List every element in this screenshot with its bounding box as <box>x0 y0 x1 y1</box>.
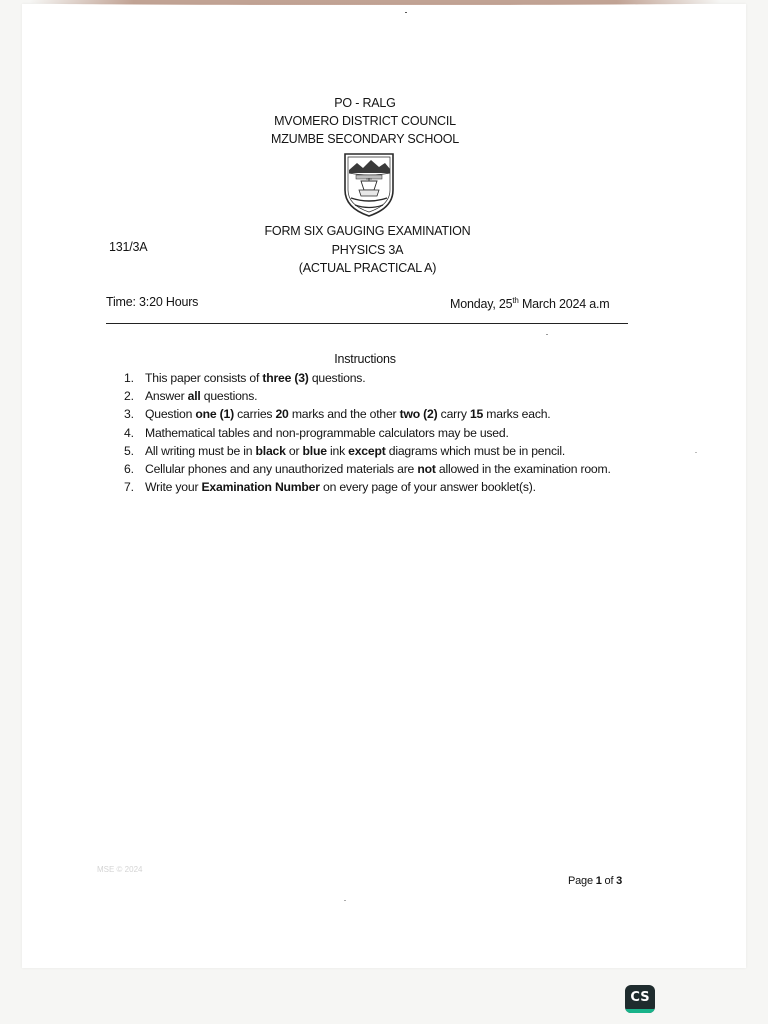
instruction-text <box>145 442 624 460</box>
instructions-list <box>124 369 624 496</box>
instruction-number: 7. <box>124 480 134 495</box>
page-prefix: Page <box>568 875 596 887</box>
instruction-text <box>145 405 624 423</box>
instruction-number: 5. <box>124 443 134 458</box>
instruction-segment: or <box>285 443 303 458</box>
instruction-item <box>124 442 624 460</box>
instruction-segment: allowed in the examination room. <box>435 462 611 477</box>
instruction-number: 6. <box>124 462 134 477</box>
paper-code: 131/3A <box>109 240 148 254</box>
exam-duration: Time: 3:20 Hours <box>106 295 199 309</box>
page-top-edge <box>30 0 720 5</box>
instruction-text <box>145 369 624 387</box>
instruction-emphasis: two (2) <box>399 407 438 422</box>
instruction-emphasis: black <box>255 443 286 458</box>
instruction-segment: questions. <box>200 389 258 404</box>
exam-paper: (ACTUAL PRACTICAL A) <box>298 261 437 275</box>
instruction-segment: diagrams which must be in pencil. <box>385 443 566 458</box>
instruction-number: 2. <box>124 389 134 404</box>
page-total: 3 <box>616 875 623 887</box>
instruction-emphasis: except <box>348 443 386 458</box>
exam-title: FORM SIX GAUGING EXAMINATION <box>264 224 471 238</box>
exam-date-rest: March 2024 a.m <box>518 297 610 311</box>
instruction-item <box>124 478 624 496</box>
instruction-item <box>124 405 624 423</box>
page-current: 1 <box>595 875 602 887</box>
authority-name: PO - RALG <box>334 96 396 110</box>
instruction-emphasis: Examination Number <box>201 480 320 495</box>
faint-watermark: MSE © 2024 <box>97 865 143 874</box>
instruction-segment: on every page of your answer booklet(s). <box>319 480 536 495</box>
instruction-segment: carries <box>233 407 276 422</box>
instruction-text <box>145 478 624 496</box>
header-block <box>220 94 510 148</box>
instruction-number: 4. <box>124 425 134 440</box>
instruction-text <box>145 424 624 442</box>
instruction-segment: marks each. <box>483 407 551 422</box>
scan-speck <box>546 334 548 335</box>
instruction-emphasis: all <box>187 389 201 404</box>
instruction-segment: questions. <box>308 371 366 385</box>
instructions-title: Instructions <box>334 352 396 366</box>
scanner-app-badge[interactable]: CS <box>625 985 655 1013</box>
instruction-emphasis: 15 <box>469 407 484 422</box>
exam-date-suffix: th <box>512 296 519 305</box>
page-number <box>568 875 622 887</box>
instruction-segment: ink <box>326 443 349 458</box>
scan-speck <box>695 452 697 453</box>
instruction-emphasis: one (1) <box>195 407 234 422</box>
school-name: MZUMBE SECONDARY SCHOOL <box>270 132 460 146</box>
instruction-item <box>124 424 624 442</box>
school-crest-icon <box>341 150 397 218</box>
instruction-segment: All writing must be in <box>145 443 256 458</box>
exam-title-block <box>220 222 515 278</box>
instruction-segment: Answer <box>145 389 188 404</box>
instruction-segment: marks and the other <box>288 407 400 422</box>
instruction-item <box>124 460 624 478</box>
instruction-segment: Write your <box>145 480 202 495</box>
instruction-segment: Question <box>145 407 196 422</box>
instruction-emphasis: 20 <box>275 407 289 422</box>
council-name: MVOMERO DISTRICT COUNCIL <box>274 114 456 128</box>
instruction-emphasis: three (3) <box>262 371 309 385</box>
instruction-emphasis: not <box>417 462 436 477</box>
instruction-number: 3. <box>124 407 134 422</box>
page-of: of <box>601 875 617 887</box>
instruction-segment: carry <box>437 407 470 422</box>
instruction-segment: This paper consists of <box>145 371 263 385</box>
scan-speck <box>344 900 346 901</box>
instruction-number: 1. <box>124 371 134 385</box>
exam-date-prefix: Monday, 25 <box>450 297 513 311</box>
instruction-text <box>145 460 624 478</box>
exam-date <box>450 296 609 311</box>
instruction-segment: Cellular phones and any unauthorized materials are <box>145 462 418 477</box>
scan-speck <box>405 12 407 13</box>
instruction-emphasis: blue <box>302 443 327 458</box>
instruction-segment: Mathematical tables and non-programmable calculators may be used. <box>145 425 509 440</box>
instruction-text <box>145 387 624 405</box>
header-divider <box>106 323 628 324</box>
instruction-item <box>124 369 624 387</box>
exam-subject: PHYSICS 3A <box>331 242 404 257</box>
instruction-item <box>124 387 624 405</box>
